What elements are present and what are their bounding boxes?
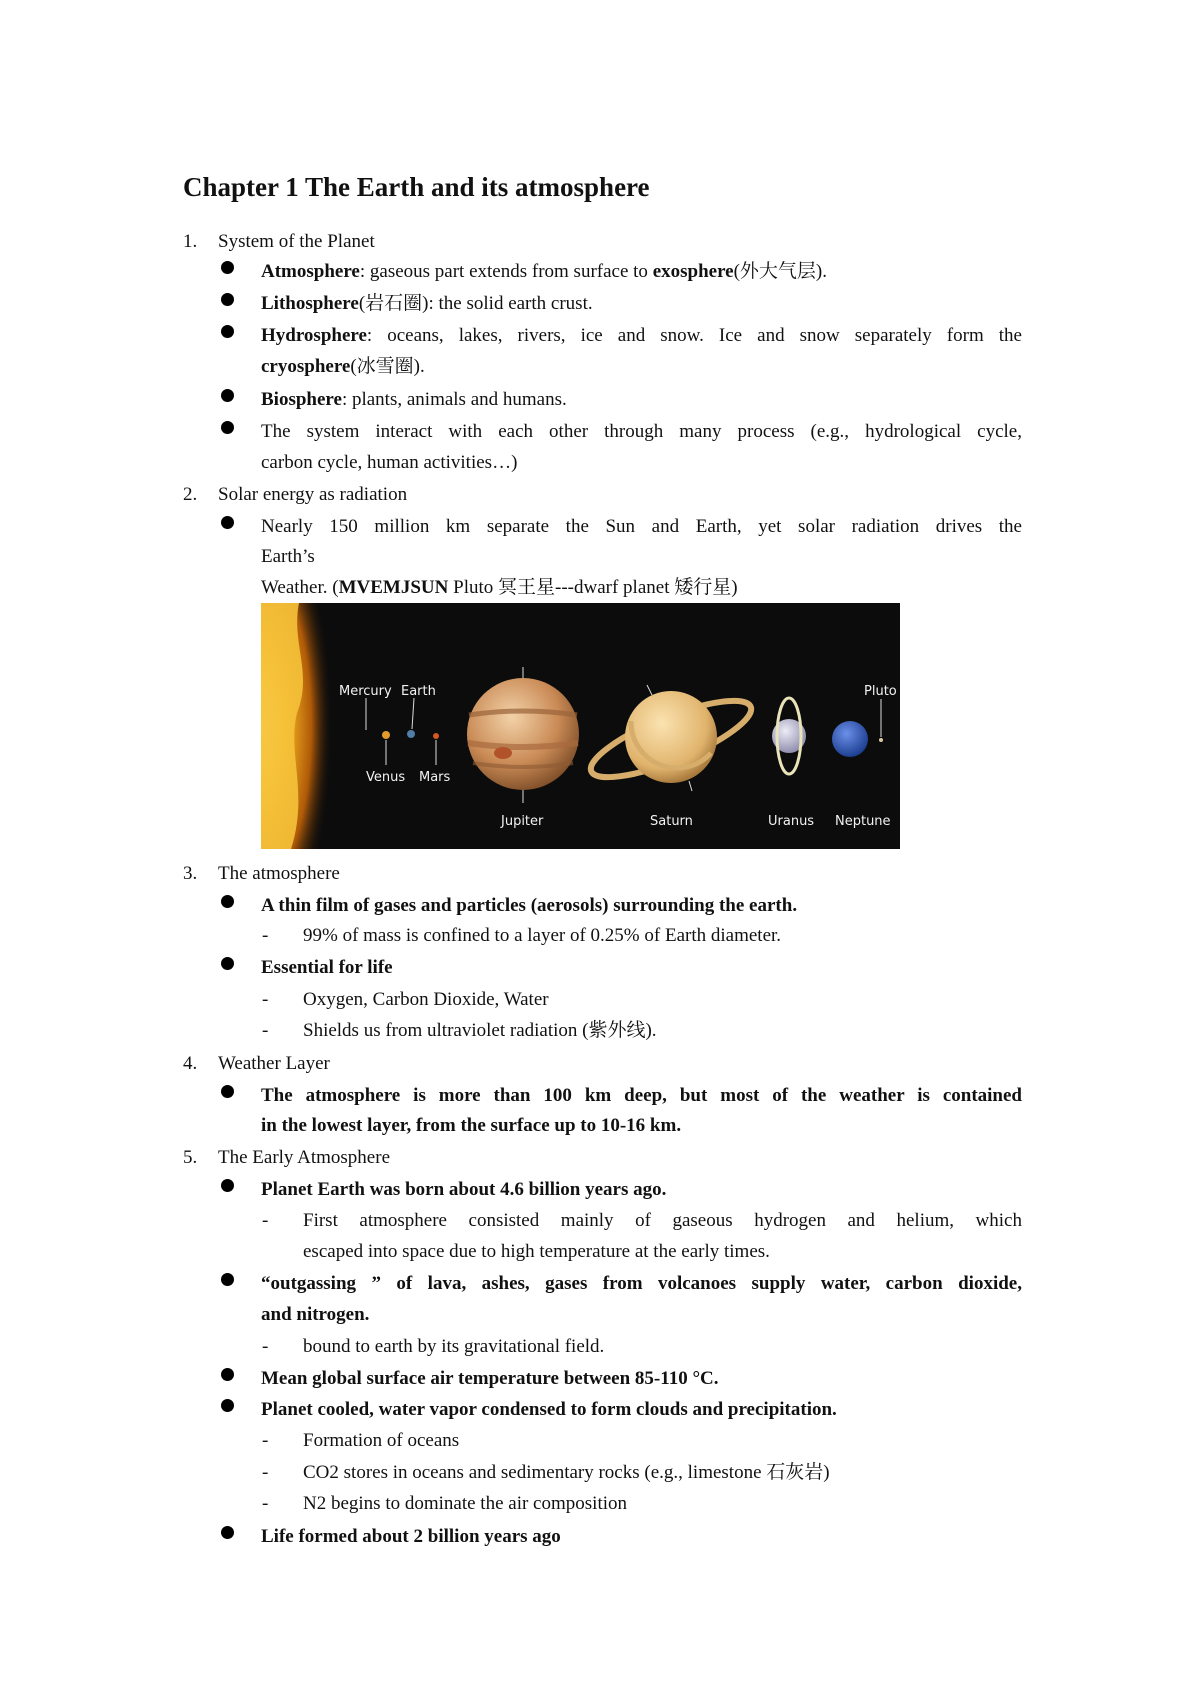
planet-pluto [879,738,883,742]
bullet-text [261,416,1022,447]
bullet-bold-text: Mean global surface air temperature between 85-110 °C. [261,1368,719,1389]
bullet-text [261,1521,561,1552]
label-mercury: Mercury [339,684,392,699]
planet-acronym: MVEMJSUN [338,577,449,598]
bullet-body-line [261,320,1022,351]
bullet-icon [221,1273,234,1286]
term-exosphere: exosphere [652,261,734,282]
bullet-icon [221,421,234,434]
bullet-bold-text: in the lowest layer, from the surface up to 10-16 km. [261,1115,682,1136]
bullet-text [261,1268,1022,1299]
section-heading: The Early Atmosphere [218,1147,391,1168]
term-lithosphere: Lithosphere [261,293,359,314]
section-number: 5. [183,1147,198,1168]
label-earth: Earth [401,684,436,699]
bullet-text-continued [261,1110,681,1141]
label-venus: Venus [366,770,406,785]
planet-mars [433,733,439,739]
bullet-text-continued: Earth’s [261,546,315,567]
label-neptune: Neptune [835,814,891,829]
label-uranus: Uranus [768,814,815,829]
bullet-text [261,320,1022,351]
sub-item: bound to earth by its gravitational field. [303,1336,605,1357]
sub-marker: - [262,1462,269,1483]
bullet-icon [221,957,234,970]
bullet-icon [221,1085,234,1098]
term-atmosphere: Atmosphere [261,261,360,282]
bullet-body: : plants, animals and humans. [341,389,567,410]
bullet-icon [221,1399,234,1412]
term-biosphere: Biosphere [261,389,342,410]
term-cryosphere: cryosphere [261,356,351,377]
bullet-text [261,1174,666,1205]
bullet-icon [221,293,234,306]
label-saturn: Saturn [650,814,693,829]
bullet-text [261,288,593,319]
section-heading: Weather Layer [218,1053,330,1074]
bullet-icon [221,1526,234,1539]
section-heading: Solar energy as radiation [218,484,408,505]
bullet-text [261,384,567,415]
bullet-icon [221,1179,234,1192]
bullet-body: : gaseous part extends from surface to [359,261,653,282]
bullet-body-line: The system interact with each other through many process (e.g., hydrological cycle, [261,421,1022,442]
sub-item-continued: escaped into space due to high temperature at the early times. [303,1241,770,1262]
sub-item: 99% of mass is confined to a layer of 0.25% of Earth diameter. [303,925,782,946]
bullet-text [261,1363,719,1394]
label-jupiter: Jupiter [501,814,544,829]
bullet-icon [221,389,234,402]
sub-item: Oxygen, Carbon Dioxide, Water [303,989,549,1010]
space-background [261,603,900,849]
bullet-icon [221,516,234,529]
solar-system-figure [261,603,900,849]
bullet-body-line: Nearly 150 million km separate the Sun and Earth, yet solar radiation drives the [261,516,1022,537]
section-number: 4. [183,1053,198,1074]
label-pluto: Pluto [864,684,897,699]
sub-marker: - [262,925,269,946]
section-heading: The atmosphere [218,863,340,884]
bullet-body: (外大气层). [733,261,828,282]
great-red-spot [494,747,512,759]
sub-marker: - [262,1020,269,1041]
section-number: 1. [183,231,198,252]
planet-neptune [832,721,868,757]
sub-item: N2 begins to dominate the air composition [303,1493,628,1514]
bullet-bold-text: Life formed about 2 billion years ago [261,1526,561,1547]
planet-mercury [382,731,390,739]
section-number: 2. [183,484,198,505]
bullet-bold-text: A thin film of gases and particles (aerosols) surrounding the earth. [261,895,798,916]
bullet-text-continued: carbon cycle, human activities…) [261,452,518,473]
bullet-body: Weather. ( [261,577,339,598]
sub-marker: - [262,1493,269,1514]
section-heading: System of the Planet [218,231,375,252]
sub-marker: - [262,989,269,1010]
bullet-bold-text: Planet cooled, water vapor condensed to form clouds and precipitation. [261,1399,837,1420]
bullet-text [261,1394,837,1425]
sub-item: CO2 stores in oceans and sedimentary rocks (e.g., limestone 石灰岩) [303,1462,830,1483]
bullet-bold-text: and nitrogen. [261,1304,370,1325]
bullet-icon [221,1368,234,1381]
bullet-body: : oceans, lakes, rivers, ice and snow. Ice and snow separately form the [366,325,1022,346]
sub-item: Shields us from ultraviolet radiation (紫外线). [303,1020,657,1041]
sub-item-line: First atmosphere consisted mainly of gaseous hydrogen and helium, which [303,1210,1022,1231]
bullet-text-continued [261,1299,369,1330]
bullet-bold-text: The atmosphere is more than 100 km deep, but most of the weather is contained [261,1085,1022,1106]
label-mars: Mars [419,770,451,785]
bullet-bold-text: Planet Earth was born about 4.6 billion years ago. [261,1179,667,1200]
solar-system-illustration [261,603,900,849]
bullet-bold-text: Essential for life [261,957,393,978]
bullet-body: (冰雪圈). [350,356,425,377]
bullet-body: (岩石圈): the solid earth crust. [358,293,593,314]
section-number: 3. [183,863,198,884]
bullet-icon [221,895,234,908]
page-title: Chapter 1 The Earth and its atmosphere [183,172,650,202]
bullet-text-continued [261,572,738,603]
term-hydrosphere: Hydrosphere [261,325,367,346]
bullet-text [261,890,797,921]
sub-item [303,1205,1022,1236]
bullet-text [261,256,827,287]
bullet-body: Pluto 冥王星---dwarf planet 矮行星) [448,577,738,598]
sub-marker: - [262,1430,269,1451]
bullet-icon [221,325,234,338]
bullet-text [261,952,393,983]
planet-jupiter [467,678,579,790]
bullet-text-continued [261,351,425,382]
planet-earth [407,730,415,738]
bullet-text [261,511,1022,542]
sub-marker: - [262,1210,269,1231]
sub-marker: - [262,1336,269,1357]
bullet-bold-text: “outgassing ” of lava, ashes, gases from volcanoes supply water, carbon dioxide, [261,1273,1022,1294]
bullet-text [261,1080,1022,1111]
sub-item: Formation of oceans [303,1430,460,1451]
bullet-icon [221,261,234,274]
